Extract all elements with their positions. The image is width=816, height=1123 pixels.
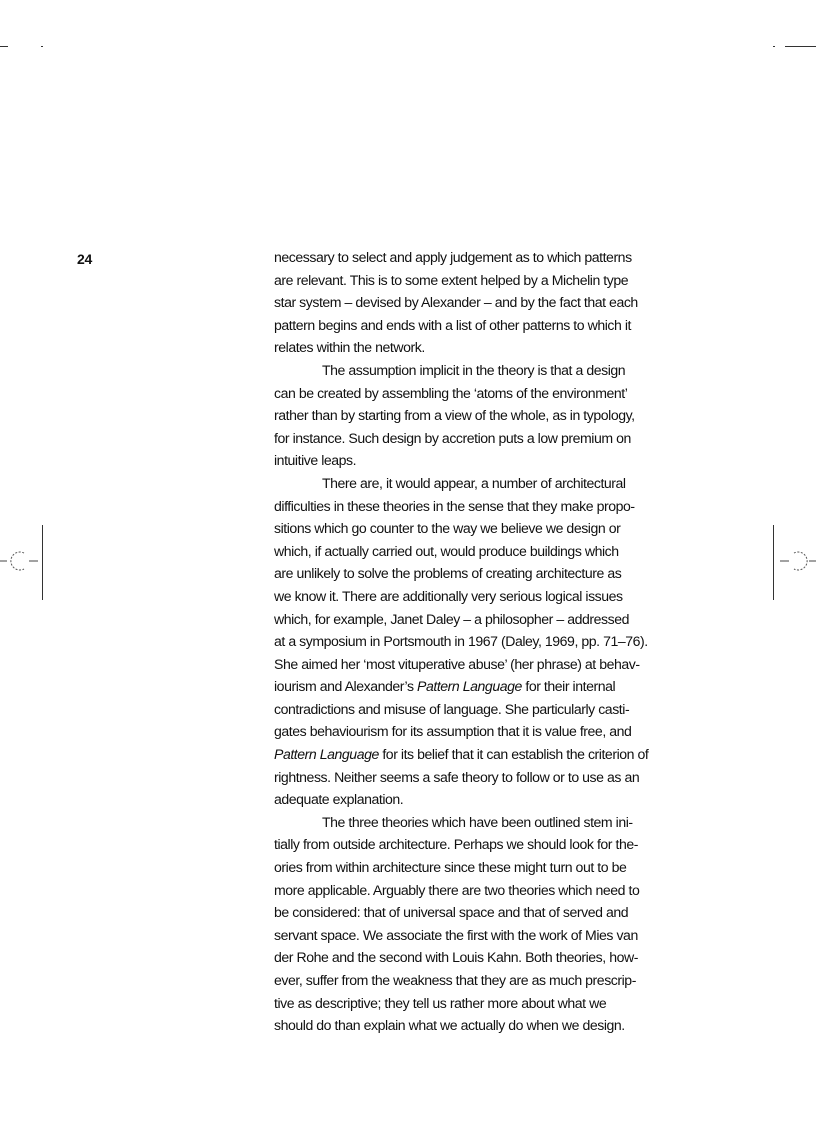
text-line: are relevant. This is to some extent helped by a Michelin type	[274, 271, 629, 288]
text-line: are unlikely to solve the problems of creating architecture as	[274, 565, 622, 582]
text-line: There are, it would appear, a number of architectural	[322, 474, 626, 491]
text-line: relates within the network.	[274, 339, 425, 356]
text-line: should do than explain what we actually do when we design.	[274, 1017, 625, 1034]
text-line: intuitive leaps.	[274, 452, 357, 469]
text-line: tive as descriptive; they tell us rather more about what we	[274, 994, 607, 1011]
text-line: be considered: that of universal space and that of served and	[274, 904, 629, 921]
text-line: at a symposium in Portsmouth in 1967 (Daley, 1969, pp. 71–76).	[274, 633, 648, 650]
text-line: difficulties in these theories in the sense that they make propo-	[274, 497, 635, 514]
text-line: we know it. There are additionally very serious logical issues	[274, 587, 623, 604]
text-line: der Rohe and the second with Louis Kahn. Both theories, how-	[274, 949, 638, 966]
registration-mark-left-icon	[0, 548, 42, 574]
text-segment: for its belief that it can establish the criterion of	[378, 746, 649, 763]
text-segment: for their internal	[521, 678, 616, 695]
text-line: which, if actually carried out, would produce buildings which	[274, 542, 619, 559]
text-line: can be created by assembling the ‘atoms of the environment’	[274, 384, 628, 401]
crop-mark-left-vertical	[42, 525, 43, 600]
text-line: rather than by starting from a view of the whole, as in typology,	[274, 407, 635, 424]
text-line: ories from within architecture since these might turn out to be	[274, 859, 627, 876]
text-line: sitions which go counter to the way we believe we design or	[274, 520, 621, 537]
registration-mark-right-icon	[776, 548, 816, 574]
text-line: The three theories which have been outlined stem ini-	[322, 813, 633, 830]
text-line	[274, 743, 704, 766]
text-line: for instance. Such design by accretion puts a low premium on	[274, 429, 631, 446]
text-line: tially from outside architecture. Perhaps we should look for the-	[274, 836, 638, 853]
text-line: pattern begins and ends with a list of other patterns to which it	[274, 316, 631, 333]
text-segment: iourism and Alexander’s	[274, 678, 418, 695]
text-line: necessary to select and apply judgement as to which patterns	[274, 249, 632, 265]
text-line: rightness. Neither seems a safe theory to follow or to use as an	[274, 768, 640, 785]
crop-mark-top-left-dot	[41, 46, 43, 47]
crop-mark-top-right	[785, 46, 816, 47]
text-line: contradictions and misuse of language. She particularly casti-	[274, 700, 630, 717]
text-line: gates behaviourism for its assumption that it is value free, and	[274, 723, 632, 740]
text-line: which, for example, Janet Daley – a philosopher – addressed	[274, 610, 629, 627]
crop-mark-top-right-dot	[773, 46, 775, 47]
text-line: servant space. We associate the first with the work of Mies van	[274, 926, 638, 943]
body-text	[274, 246, 704, 1037]
crop-mark-right-vertical	[773, 525, 774, 600]
page-number: 24	[77, 251, 92, 267]
italic-title: Pattern Language	[417, 678, 522, 695]
text-line: star system – devised by Alexander – and by the fact that each	[274, 294, 638, 311]
text-line: more applicable. Arguably there are two theories which need to	[274, 881, 640, 898]
text-line: ever, suffer from the weakness that they are as much prescrip-	[274, 972, 636, 988]
text-line: adequate explanation.	[274, 791, 404, 808]
text-line	[274, 675, 704, 698]
text-line: The assumption implicit in the theory is that a design	[322, 361, 626, 378]
crop-mark-top-left	[0, 46, 8, 47]
italic-title: Pattern Language	[274, 746, 379, 763]
text-line: She aimed her ‘most vituperative abuse’ (her phrase) at behav-	[274, 655, 640, 672]
